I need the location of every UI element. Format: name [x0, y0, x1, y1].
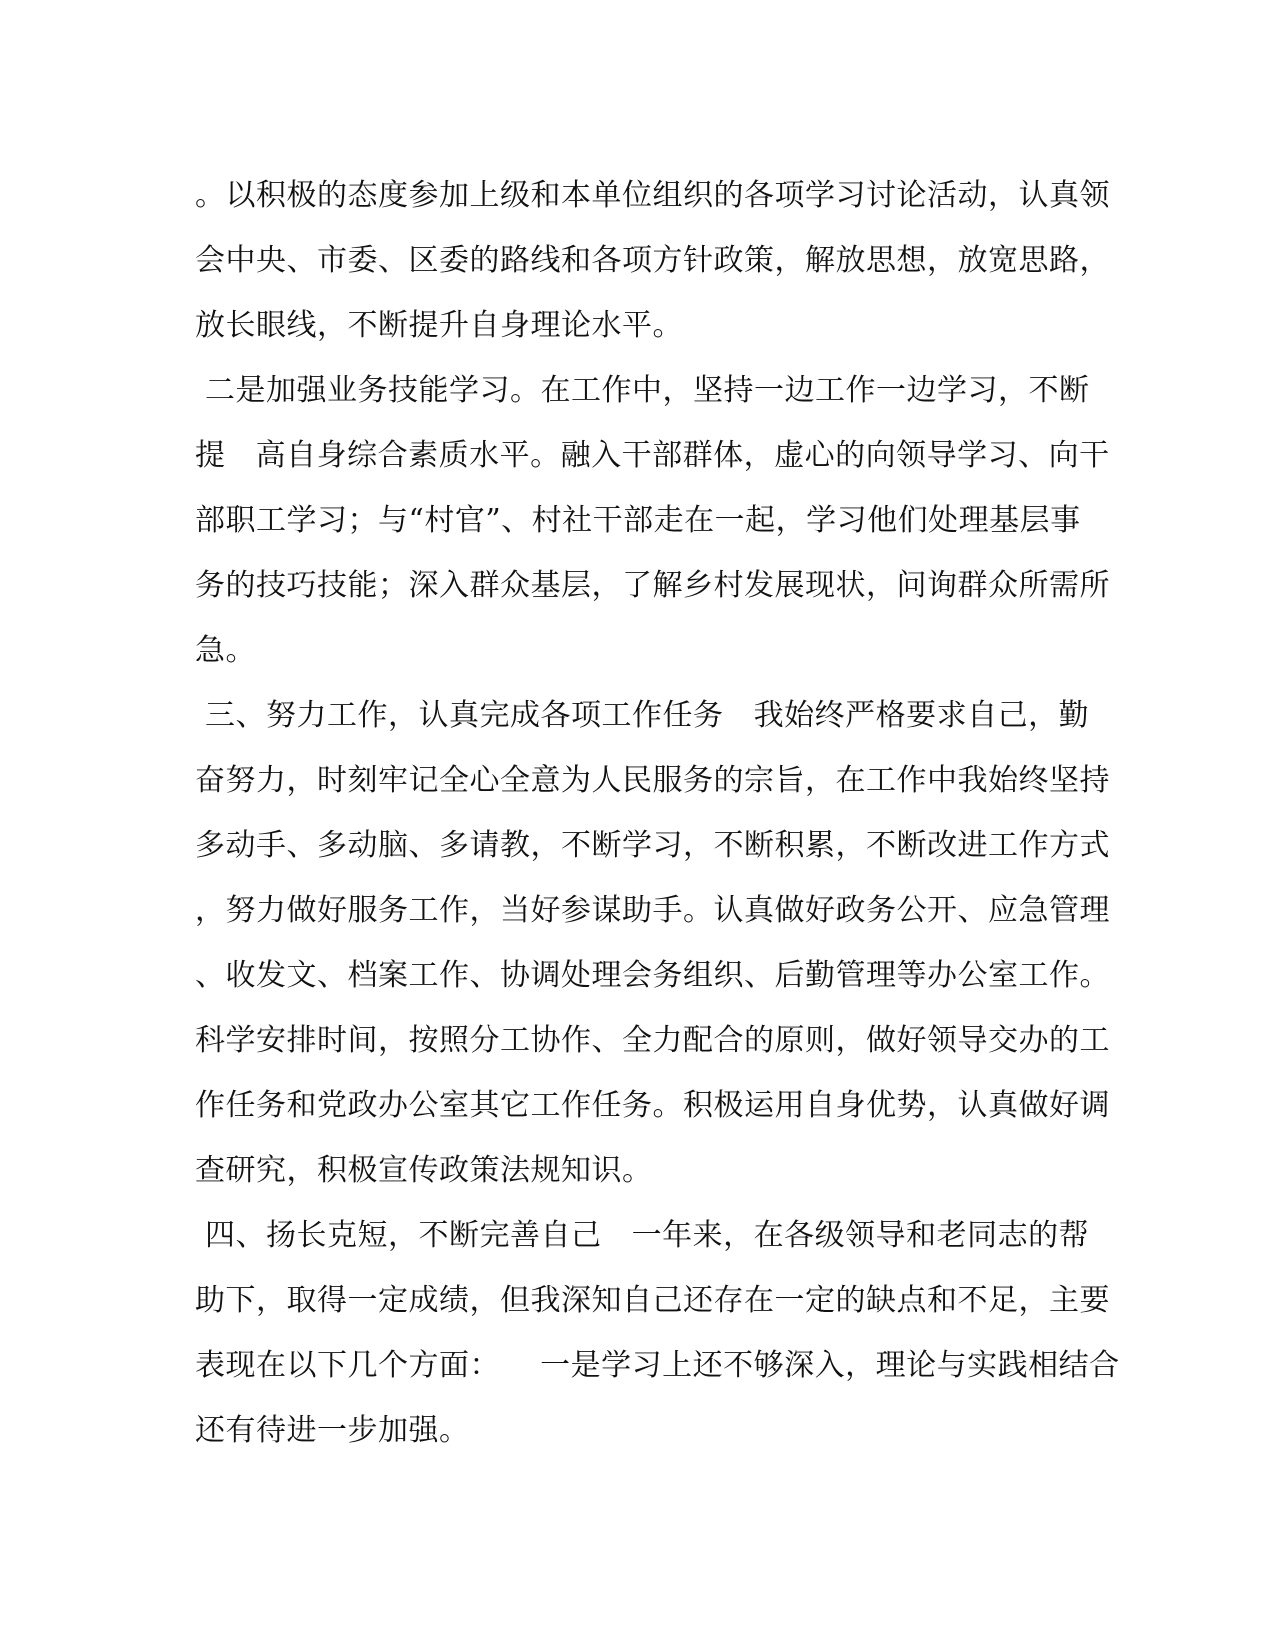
document-body	[195, 163, 1120, 1463]
text-line: 急。	[195, 633, 256, 668]
text-line: 三、努力工作，认真完成各项工作任务 我始终严格要求自己，勤	[195, 698, 1090, 733]
text-line: 四、扬长克短，不断完善自己 一年来，在各级领导和老同志的帮	[195, 1218, 1090, 1253]
text-line: 放长眼线，不断提升自身理论水平。	[195, 308, 683, 343]
text-line: 多动手、多动脑、多请教，不断学习，不断积累，不断改进工作方式	[195, 828, 1110, 863]
text-line: 务的技巧技能；深入群众基层，了解乡村发展现状，问询群众所需所	[195, 568, 1110, 603]
text-line: 作任务和党政办公室其它工作任务。积极运用自身优势，认真做好调	[195, 1088, 1110, 1123]
text-line: 、收发文、档案工作、协调处理会务组织、后勤管理等办公室工作。	[195, 958, 1110, 993]
text-line: 部职工学习；与“村官”、村社干部走在一起，学习他们处理基层事	[195, 503, 1081, 538]
text-line: 科学安排时间，按照分工协作、全力配合的原则，做好领导交办的工	[195, 1023, 1110, 1058]
text-line: 还有待进一步加强。	[195, 1413, 470, 1448]
text-line: 二是加强业务技能学习。在工作中，坚持一边工作一边学习，不断	[195, 373, 1090, 408]
text-line: 。以积极的态度参加上级和本单位组织的各项学习讨论活动，认真领	[195, 178, 1110, 213]
text-line: 助下，取得一定成绩，但我深知自己还存在一定的缺点和不足，主要	[195, 1283, 1110, 1318]
text-line: 提 高自身综合素质水平。融入干部群体，虚心的向领导学习、向干	[195, 438, 1110, 473]
text-line: 会中央、市委、区委的路线和各项方针政策，解放思想，放宽思路，	[195, 243, 1110, 278]
text-line: 表现在以下几个方面： 一是学习上还不够深入，理论与实践相结合	[195, 1348, 1120, 1383]
text-line: 奋努力，时刻牢记全心全意为人民服务的宗旨，在工作中我始终坚持	[195, 763, 1110, 798]
text-line: 查研究，积极宣传政策法规知识。	[195, 1153, 653, 1188]
text-line: ，努力做好服务工作，当好参谋助手。认真做好政务公开、应急管理	[195, 893, 1110, 928]
